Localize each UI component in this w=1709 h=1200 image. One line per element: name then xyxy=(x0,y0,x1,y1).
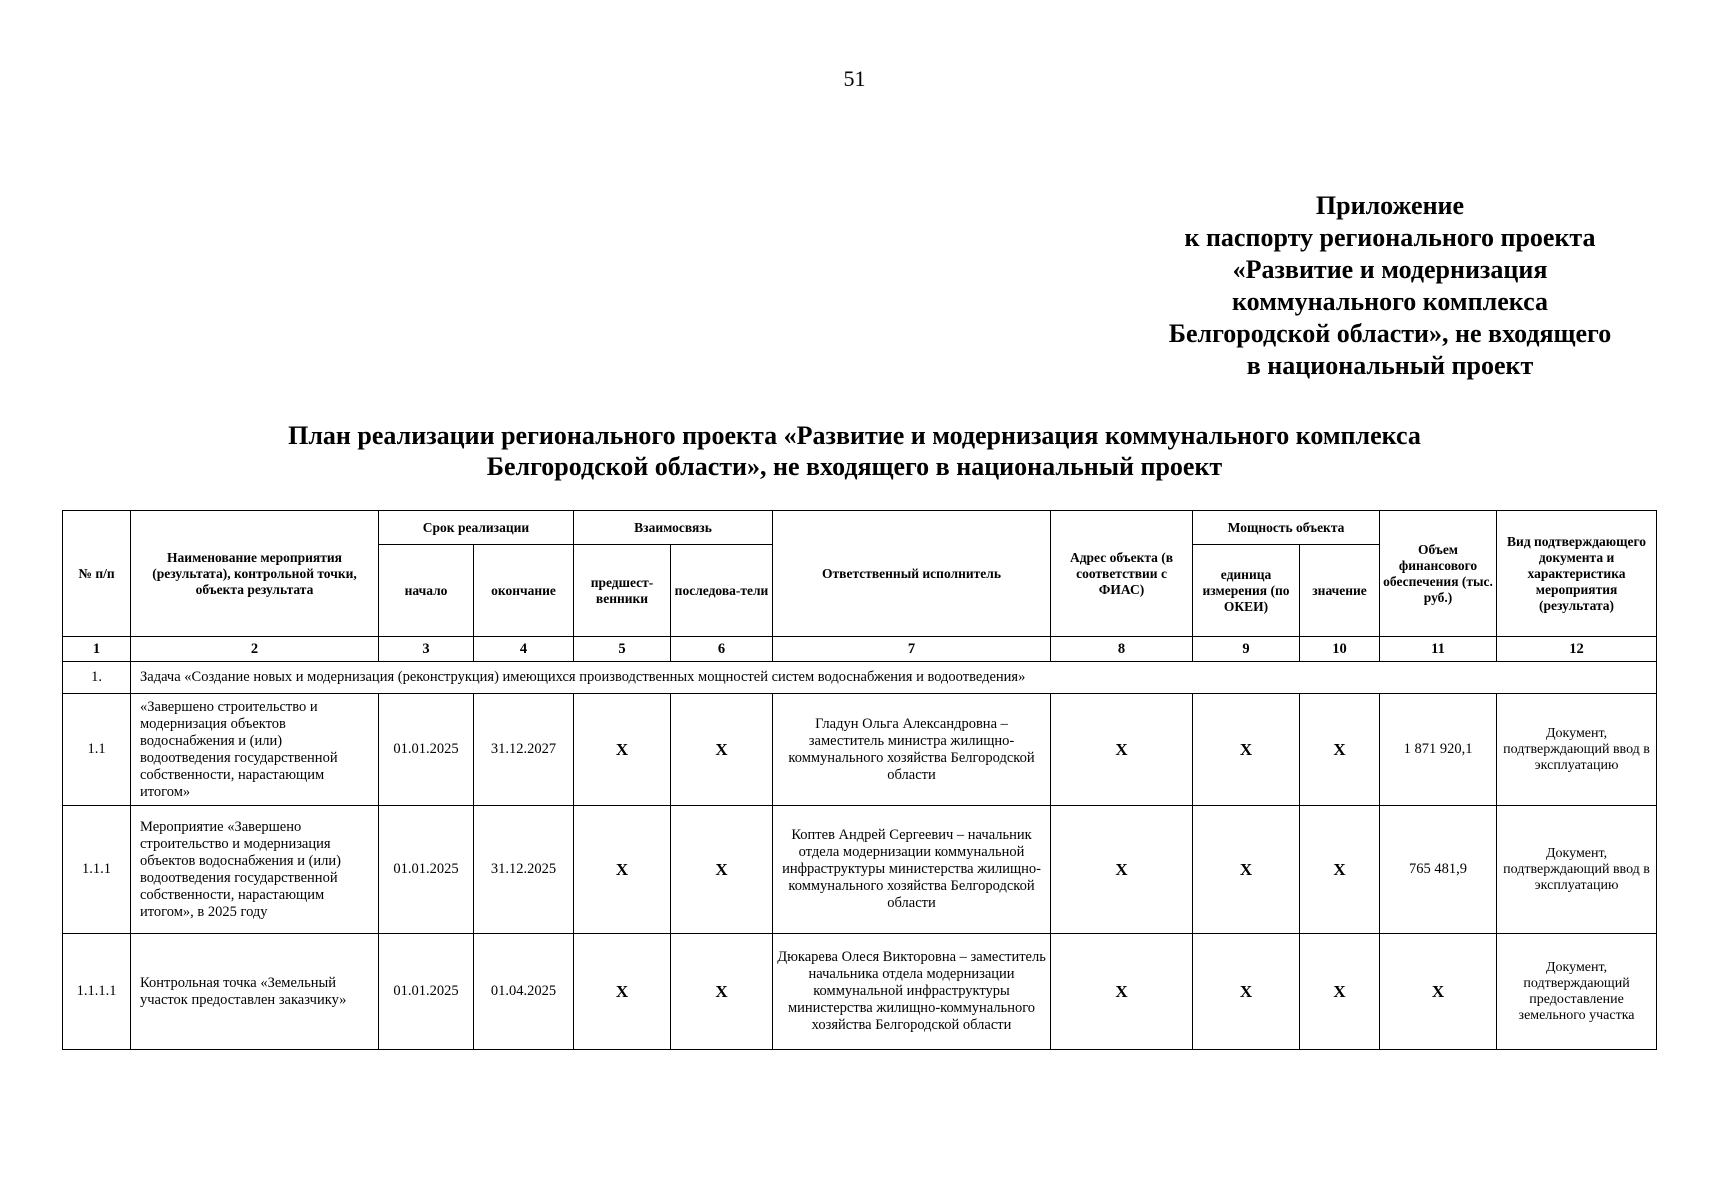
header-doc-type: Вид подтверждающего документа и характеристика мероприятия (результата) xyxy=(1497,511,1657,637)
column-number: 10 xyxy=(1300,637,1380,662)
row-executor: Коптев Андрей Сергеевич – начальник отдела модернизации коммунальной инфраструктуры министерства жилищно-коммунального хозяйства Белгородской области xyxy=(773,806,1051,934)
row-start: 01.01.2025 xyxy=(379,934,474,1050)
row-doc: Документ, подтверждающий ввод в эксплуатацию xyxy=(1497,694,1657,806)
header-predecessors: предшест-венники xyxy=(574,545,671,637)
row-predecessors: X xyxy=(574,694,671,806)
row-start: 01.01.2025 xyxy=(379,806,474,934)
appendix-line: «Развитие и модернизация xyxy=(1232,255,1548,284)
row-end: 31.12.2027 xyxy=(474,694,574,806)
row-address: X xyxy=(1051,806,1193,934)
column-number: 5 xyxy=(574,637,671,662)
row-successors: X xyxy=(671,694,773,806)
column-number: 7 xyxy=(773,637,1051,662)
task-num: 1. xyxy=(63,662,131,694)
column-number: 11 xyxy=(1380,637,1497,662)
appendix-line: коммунального комплекса xyxy=(1232,287,1548,316)
row-executor: Дюкарева Олеся Викторовна – заместитель начальника отдела модернизации коммунальной инфраструктуры министерства жилищно-коммунального хозяйства Белгородской области xyxy=(773,934,1051,1050)
column-number: 6 xyxy=(671,637,773,662)
header-value: значение xyxy=(1300,545,1380,637)
row-unit: X xyxy=(1193,806,1300,934)
header-relation: Взаимосвязь xyxy=(574,511,773,545)
row-name: Мероприятие «Завершено строительство и модернизация объектов водоснабжения и (или) водоотведения государственной собственности, нарастающим итогом», в 2025 году xyxy=(131,806,379,934)
header-capacity: Мощность объекта xyxy=(1193,511,1380,545)
row-successors: X xyxy=(671,806,773,934)
row-predecessors: X xyxy=(574,934,671,1050)
row-finance: 765 481,9 xyxy=(1380,806,1497,934)
plan-title-line: Белгородской области», не входящего в национальный проект xyxy=(486,452,1223,481)
plan-table xyxy=(62,510,1657,1050)
appendix-line: в национальный проект xyxy=(1246,351,1534,380)
column-number-row xyxy=(63,637,1657,662)
row-unit: X xyxy=(1193,934,1300,1050)
row-value: X xyxy=(1300,694,1380,806)
row-address: X xyxy=(1051,694,1193,806)
row-num: 1.1.1.1 xyxy=(63,934,131,1050)
row-num: 1.1.1 xyxy=(63,806,131,934)
column-number: 12 xyxy=(1497,637,1657,662)
table-row xyxy=(63,806,1657,934)
appendix-heading xyxy=(1130,190,1650,382)
row-num: 1.1 xyxy=(63,694,131,806)
row-name: «Завершено строительство и модернизация объектов водоснабжения и (или) водоотведения государственной собственности, нарастающим итогом» xyxy=(131,694,379,806)
row-finance: 1 871 920,1 xyxy=(1380,694,1497,806)
header-address: Адрес объекта (в соответствии с ФИАС) xyxy=(1051,511,1193,637)
row-address: X xyxy=(1051,934,1193,1050)
header-successors: последова-тели xyxy=(671,545,773,637)
header-name: Наименование мероприятия (результата), контрольной точки, объекта результата xyxy=(131,511,379,637)
appendix-line: Приложение xyxy=(1315,191,1465,220)
column-number: 8 xyxy=(1051,637,1193,662)
column-number: 9 xyxy=(1193,637,1300,662)
table-row xyxy=(63,694,1657,806)
row-executor: Гладун Ольга Александровна – заместитель министра жилищно-коммунального хозяйства Белгородской области xyxy=(773,694,1051,806)
row-end: 01.04.2025 xyxy=(474,934,574,1050)
row-value: X xyxy=(1300,806,1380,934)
header-num: № п/п xyxy=(63,511,131,637)
row-value: X xyxy=(1300,934,1380,1050)
row-start: 01.01.2025 xyxy=(379,694,474,806)
header-period: Срок реализации xyxy=(379,511,574,545)
appendix-line: Белгородской области», не входящего xyxy=(1168,319,1612,348)
header-unit: единица измерения (по ОКЕИ) xyxy=(1193,545,1300,637)
header-finance: Объем финансового обеспечения (тыс. руб.) xyxy=(1380,511,1497,637)
row-unit: X xyxy=(1193,694,1300,806)
appendix-line: к паспорту регионального проекта xyxy=(1184,223,1596,252)
column-number: 3 xyxy=(379,637,474,662)
table-row xyxy=(63,934,1657,1050)
row-finance: X xyxy=(1380,934,1497,1050)
plan-title xyxy=(0,420,1709,482)
column-number: 1 xyxy=(63,637,131,662)
row-successors: X xyxy=(671,934,773,1050)
task-text: Задача «Создание новых и модернизация (реконструкция) имеющихся производственных мощностей систем водоснабжения и водоотведения» xyxy=(131,662,1657,694)
row-doc: Документ, подтверждающий предоставление земельного участка xyxy=(1497,934,1657,1050)
plan-title-line: План реализации регионального проекта «Развитие и модернизация коммунального комплекса xyxy=(288,421,1421,450)
page-number: 51 xyxy=(843,66,866,91)
header-end: окончание xyxy=(474,545,574,637)
row-predecessors: X xyxy=(574,806,671,934)
header-start: начало xyxy=(379,545,474,637)
row-end: 31.12.2025 xyxy=(474,806,574,934)
column-number: 2 xyxy=(131,637,379,662)
task-row xyxy=(63,662,1657,694)
row-name: Контрольная точка «Земельный участок предоставлен заказчику» xyxy=(131,934,379,1050)
column-number: 4 xyxy=(474,637,574,662)
row-doc: Документ, подтверждающий ввод в эксплуатацию xyxy=(1497,806,1657,934)
header-executor: Ответственный исполнитель xyxy=(773,511,1051,637)
